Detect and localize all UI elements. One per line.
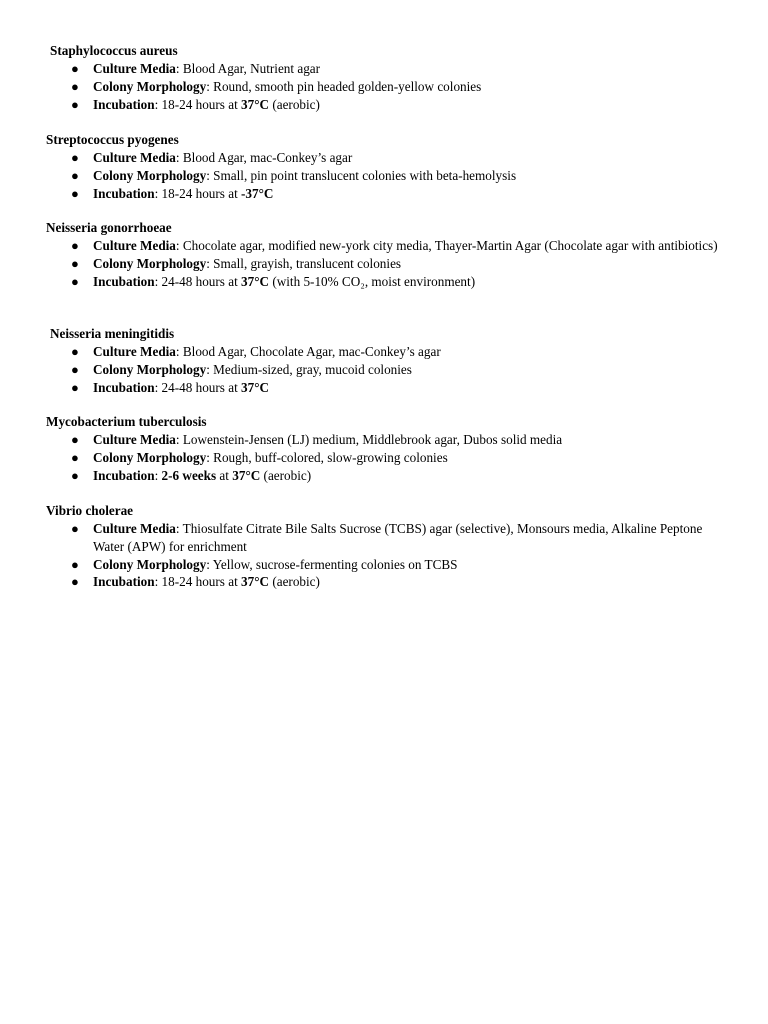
item-value: 18-24 hours at (161, 185, 238, 201)
bullet-icon: ● (71, 449, 79, 465)
bullet-icon: ● (71, 521, 79, 536)
organism-title: Neisseria gonorrhoeae (46, 220, 172, 235)
incubation-temperature: 37°C (241, 574, 270, 590)
item-label: Incubation (93, 574, 155, 590)
bullet-icon: ● (71, 467, 79, 483)
list-item-culture-media: ● Culture Media: Thiosulfate Citrate Bile Salts Sucrose (TCBS) agar (selective), Monsours media, Alkaline Peptone Water (APW) for enrichment (71, 521, 703, 554)
list-item-incubation: ● Incubation: 24-48 hours at 37°C (71, 379, 270, 395)
organism-section (46, 325, 726, 396)
list-item-incubation: ● Incubation: 18-24 hours at 37°C (aerobic) (71, 574, 320, 590)
item-label: Incubation (93, 379, 155, 395)
bullet-icon: ● (71, 432, 79, 447)
organism-title: Vibrio cholerae (46, 503, 134, 518)
item-label: Colony Morphology (93, 556, 207, 572)
incubation-temperature: 37°C (241, 273, 270, 289)
bullet-icon: ● (71, 344, 79, 359)
organism-title: Staphylococcus aureus (50, 43, 178, 58)
bullet-icon: ● (71, 255, 79, 271)
bullet-icon: ● (71, 361, 79, 377)
item-label: Culture Media (93, 432, 176, 447)
item-label: Colony Morphology (93, 167, 207, 183)
item-label: Culture Media (93, 61, 176, 76)
item-note: (aerobic) (272, 96, 320, 112)
organism-title: Mycobacterium tuberculosis (46, 414, 207, 429)
item-label: Incubation (93, 273, 155, 289)
item-value: Rough, buff-colored, slow-growing colonies (213, 449, 448, 465)
item-label: Culture Media (93, 344, 176, 359)
list-item-incubation: ● Incubation: 18-24 hours at -37°C (71, 185, 274, 201)
organism-section (46, 502, 726, 591)
item-value: 18-24 hours at (161, 96, 238, 112)
item-value: Medium-sized, gray, mucoid colonies (213, 361, 412, 377)
bullet-icon: ● (71, 556, 79, 572)
details-list (46, 520, 726, 591)
bullet-icon: ● (71, 574, 79, 590)
incubation-temperature: 37°C (232, 467, 261, 483)
item-label: Incubation (93, 96, 155, 112)
list-item-culture-media: ● Culture Media: Chocolate agar, modified new-york city media, Thayer-Martin Agar (Chocolate agar with antibiotics) (71, 238, 718, 253)
list-item-incubation: ● Incubation: 2-6 weeks at 37°C (aerobic) (71, 467, 312, 483)
list-item-colony-morphology: ● Colony Morphology: Small, pin point translucent colonies with beta-hemolysis (71, 167, 517, 183)
bullet-icon: ● (71, 185, 79, 201)
list-item-culture-media: ● Culture Media: Blood Agar, mac-Conkey’s agar (71, 150, 353, 165)
bullet-icon: ● (71, 78, 79, 94)
bullet-icon: ● (71, 96, 79, 112)
item-label: Culture Media (93, 521, 176, 536)
organism-title: Neisseria meningitidis (50, 326, 175, 341)
item-note: (with 5-10% CO₂, moist environment) (272, 273, 476, 289)
list-item-culture-media: ● Culture Media: Lowenstein-Jensen (LJ) medium, Middlebrook agar, Dubos solid media (71, 432, 563, 447)
incubation-temperature: 37°C (241, 379, 270, 395)
bullet-icon: ● (71, 167, 79, 183)
bullet-icon: ● (71, 379, 79, 395)
bullet-icon: ● (71, 150, 79, 165)
incubation-temperature: -37°C (241, 185, 274, 201)
incubation-duration: 2-6 weeks (161, 467, 217, 483)
item-label: Culture Media (93, 238, 176, 253)
item-label: Colony Morphology (93, 255, 207, 271)
details-list (46, 343, 726, 396)
item-note: (aerobic) (272, 574, 320, 590)
item-value: at (219, 467, 229, 483)
list-item-colony-morphology: ● Colony Morphology: Yellow, sucrose-fermenting colonies on TCBS (71, 556, 458, 572)
item-value: 24-48 hours at (161, 273, 238, 289)
item-label: Culture Media (93, 150, 176, 165)
item-value: Yellow, sucrose-fermenting colonies on TCBS (212, 556, 458, 572)
item-label: Incubation (93, 185, 155, 201)
list-item-culture-media: ● Culture Media: Blood Agar, Nutrient agar (71, 61, 321, 76)
list-item-colony-morphology: ● Colony Morphology: Round, smooth pin headed golden-yellow colonies (71, 78, 482, 94)
details-list (46, 60, 726, 113)
details-list (46, 237, 726, 290)
item-value: 24-48 hours at (161, 379, 238, 395)
item-value: Small, pin point translucent colonies with beta-hemolysis (213, 167, 517, 183)
item-label: Colony Morphology (93, 449, 207, 465)
organism-title: Streptococcus pyogenes (46, 132, 179, 147)
list-item-colony-morphology: ● Colony Morphology: Medium-sized, gray, mucoid colonies (71, 361, 412, 377)
item-value: Round, smooth pin headed golden-yellow colonies (213, 78, 482, 94)
item-label: Colony Morphology (93, 361, 207, 377)
item-value: Chocolate agar, modified new-york city media, Thayer-Martin Agar (Chocolate agar with antibiotics) (182, 238, 718, 253)
item-value: Blood Agar, Chocolate Agar, mac-Conkey’s agar (182, 344, 441, 359)
bullet-icon: ● (71, 273, 79, 289)
organism-section (46, 42, 726, 113)
organism-section (46, 219, 726, 290)
list-item-colony-morphology: ● Colony Morphology: Small, grayish, translucent colonies (71, 255, 402, 271)
details-list (46, 149, 726, 202)
list-item-incubation: ● Incubation: 24-48 hours at 37°C (with 5-10% CO₂, moist environment) (71, 273, 476, 289)
item-value: Blood Agar, mac-Conkey’s agar (182, 150, 353, 165)
item-value: Blood Agar, Nutrient agar (182, 61, 321, 76)
organism-section (46, 131, 726, 202)
list-item-incubation: ● Incubation: 18-24 hours at 37°C (aerobic) (71, 96, 320, 112)
item-label: Colony Morphology (93, 78, 207, 94)
item-value: Small, grayish, translucent colonies (213, 255, 402, 271)
details-list (46, 431, 726, 484)
list-item-culture-media: ● Culture Media: Blood Agar, Chocolate Agar, mac-Conkey’s agar (71, 344, 441, 359)
list-item-colony-morphology: ● Colony Morphology: Rough, buff-colored, slow-growing colonies (71, 449, 448, 465)
bullet-icon: ● (71, 238, 79, 253)
bullet-icon: ● (71, 61, 79, 76)
item-value: 18-24 hours at (161, 574, 238, 590)
organism-section (46, 413, 726, 484)
item-note: (aerobic) (263, 467, 312, 483)
item-value: Lowenstein-Jensen (LJ) medium, Middlebrook agar, Dubos solid media (182, 432, 563, 447)
incubation-temperature: 37°C (241, 96, 270, 112)
item-label: Incubation (93, 467, 155, 483)
item-value: Thiosulfate Citrate Bile Salts Sucrose (TCBS) agar (selective), Monsours media, Alkaline Peptone Water (APW) for enrichment (93, 521, 703, 554)
